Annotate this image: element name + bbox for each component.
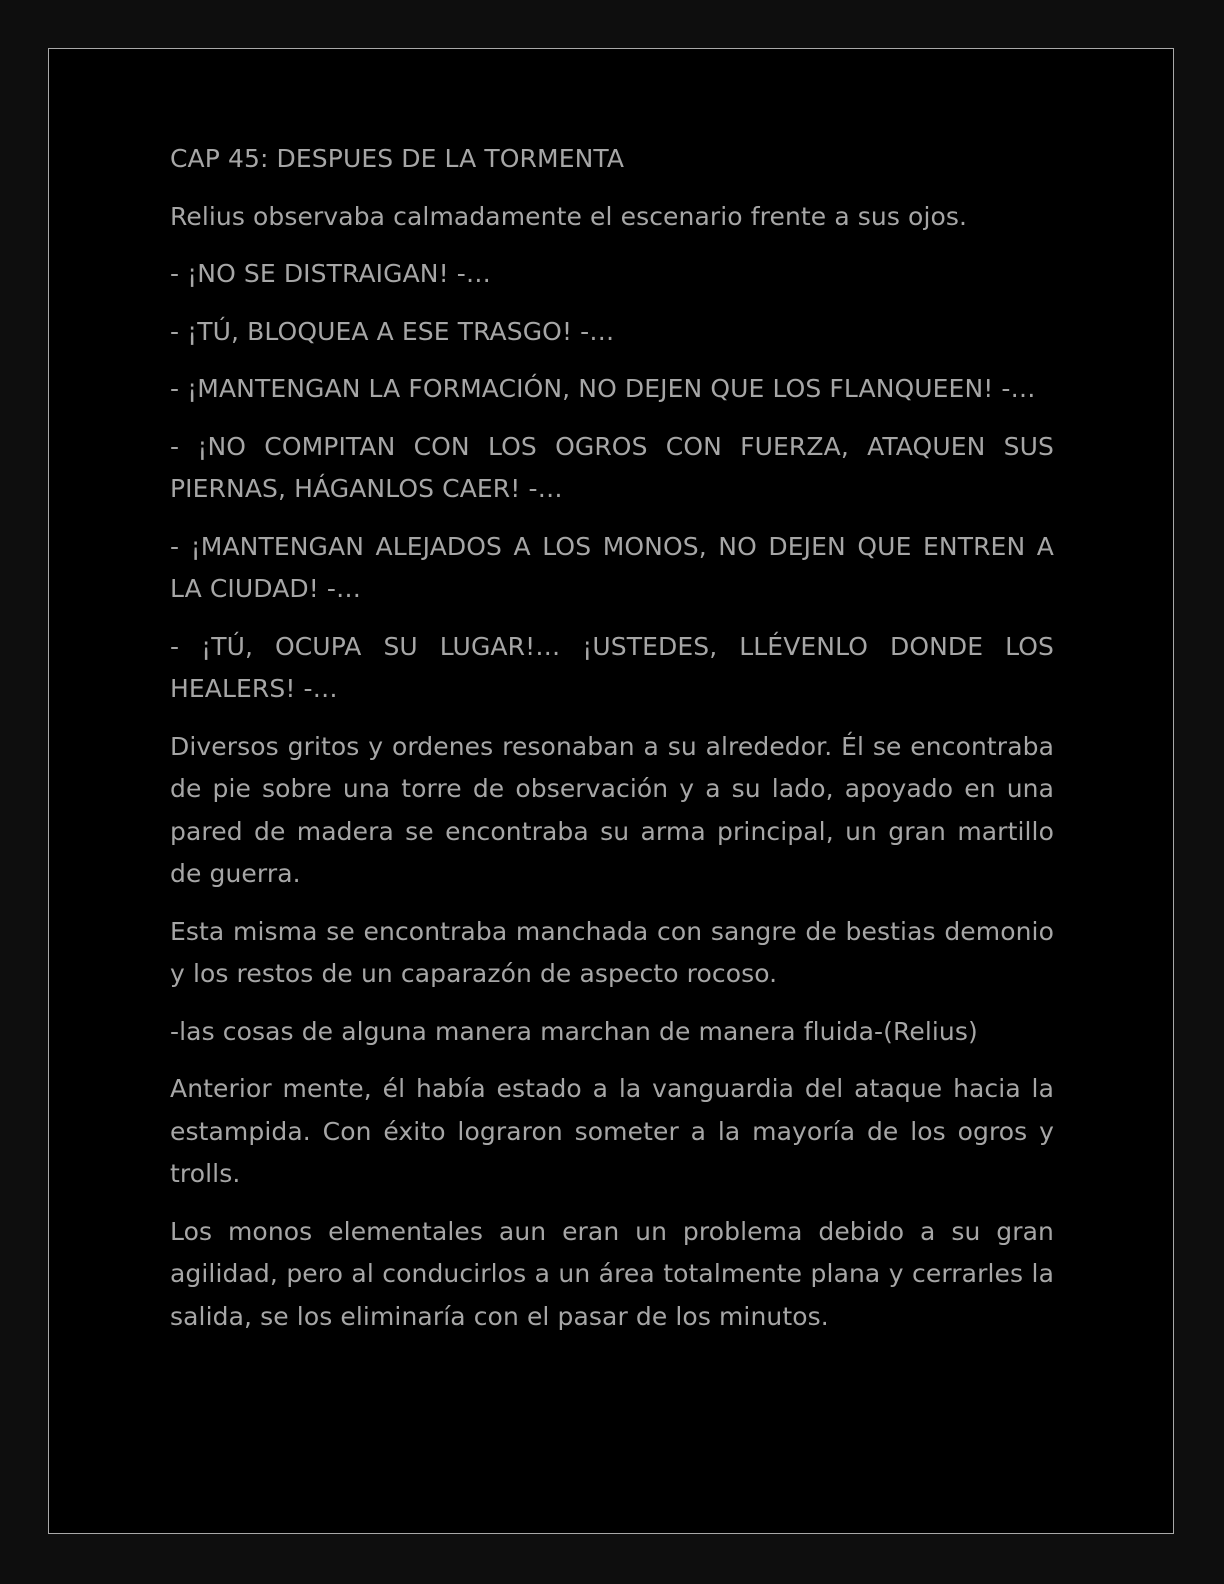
dialogue-line: - ¡TÚ, OCUPA SU LUGAR!… ¡USTEDES, LLÉVENLO DONDE LOS HEALERS! -…	[170, 631, 1054, 703]
paragraph: Esta misma se encontraba manchada con sangre de bestias demonio y los restos de un caparazón de aspecto rocoso.	[170, 916, 1054, 988]
paragraph: Anterior mente, él había estado a la vanguardia del ataque hacia la estampida. Con éxito lograron someter a la mayoría de los ogros y trolls.	[170, 1074, 1054, 1188]
dialogue-line: - ¡MANTENGAN ALEJADOS A LOS MONOS, NO DEJEN QUE ENTREN A LA CIUDAD! -…	[170, 531, 1054, 603]
paragraph: Diversos gritos y ordenes resonaban a su alrededor. Él se encontraba de pie sobre una torre de observación y a su lado, apoyado en una pared de madera se encontraba su arma principal, un gran martillo de guerra.	[170, 731, 1054, 888]
dialogue-line: -las cosas de alguna manera marchan de manera fluida-(Relius)	[170, 1016, 978, 1046]
paragraph: Relius observaba calmadamente el escenario frente a sus ojos.	[170, 201, 968, 231]
dialogue-line: - ¡TÚ, BLOQUEA A ESE TRASGO! -…	[170, 316, 615, 346]
dialogue-line: - ¡NO SE DISTRAIGAN! -…	[170, 259, 491, 288]
paragraph: Los monos elementales aun eran un problema debido a su gran agilidad, pero al conducirlos a un área totalmente plana y cerrarles la salida, se los eliminaría con el pasar de los minutos.	[170, 1216, 1054, 1331]
dialogue-line: - ¡MANTENGAN LA FORMACIÓN, NO DEJEN QUE LOS FLANQUEEN! -…	[170, 374, 1036, 403]
document-body	[170, 138, 1054, 1353]
chapter-title: CAP 45: DESPUES DE LA TORMENTA	[170, 144, 625, 173]
dialogue-line: - ¡NO COMPITAN CON LOS OGROS CON FUERZA, ATAQUEN SUS PIERNAS, HÁGANLOS CAER! -…	[170, 431, 1054, 503]
